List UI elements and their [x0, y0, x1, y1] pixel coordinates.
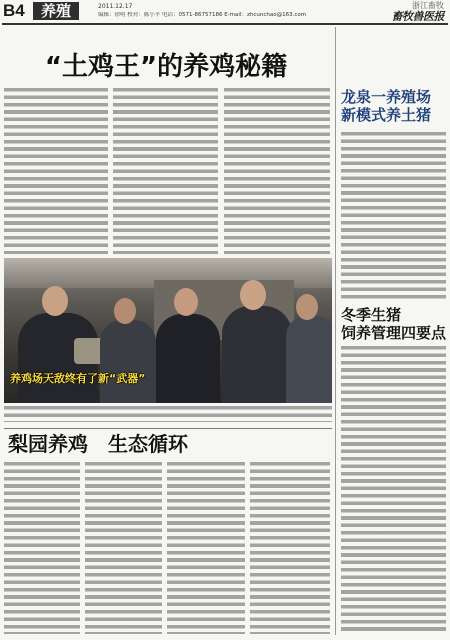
issue-date: 2011.12.17 — [98, 3, 133, 10]
main-article-headline: “土鸡王”的养鸡秘籍 — [44, 52, 288, 82]
right-article-1-headline — [341, 88, 446, 124]
section-rule — [4, 428, 332, 429]
photo-person-head — [114, 298, 136, 324]
photo-person — [286, 316, 332, 403]
bottom-article-body-column — [85, 462, 162, 634]
bottom-article-body-column — [250, 462, 330, 634]
photo-person-head — [42, 286, 68, 316]
headline-line: 龙泉一养殖场 — [341, 88, 432, 106]
masthead-subtitle: 浙江畜牧 — [412, 1, 444, 10]
photo-person-head — [240, 280, 266, 310]
main-article-body-column — [113, 88, 218, 254]
right-article-1-body — [341, 132, 446, 302]
right-article-2-headline — [341, 306, 446, 342]
photo-person — [100, 320, 156, 403]
editor-credits: 编辑：徐明 校对：陈小平 电话：0571-86757186 E-mail：zhcunchao@163.com — [98, 12, 307, 18]
photo-person-head — [296, 294, 318, 320]
column-divider — [335, 27, 336, 635]
headline-line: 饲养管理四要点 — [341, 324, 447, 342]
news-photo — [4, 258, 332, 403]
bottom-article-body-column — [167, 462, 245, 634]
photo-person — [222, 306, 292, 403]
main-article-body-column — [224, 88, 330, 254]
photo-person-head — [174, 288, 198, 316]
headline-line: 新模式养土猪 — [341, 106, 432, 124]
main-article-body-column — [4, 88, 108, 254]
header-rule — [2, 23, 448, 25]
right-article-2-body — [341, 346, 446, 634]
newspaper-logo: 畜牧兽医报 — [391, 10, 444, 23]
section-label: 养殖 — [33, 2, 79, 20]
page-number: B4 — [3, 1, 25, 20]
photo-caption-text — [4, 406, 332, 422]
bottom-article-headline: 梨园养鸡 生态循环 — [8, 432, 188, 456]
headline-line: 冬季生猪 — [341, 306, 402, 324]
bottom-article-body-column — [4, 462, 80, 634]
photo-overlay-caption: 养鸡场天敌终有了新“武器” — [10, 372, 146, 385]
photo-person — [156, 314, 220, 403]
